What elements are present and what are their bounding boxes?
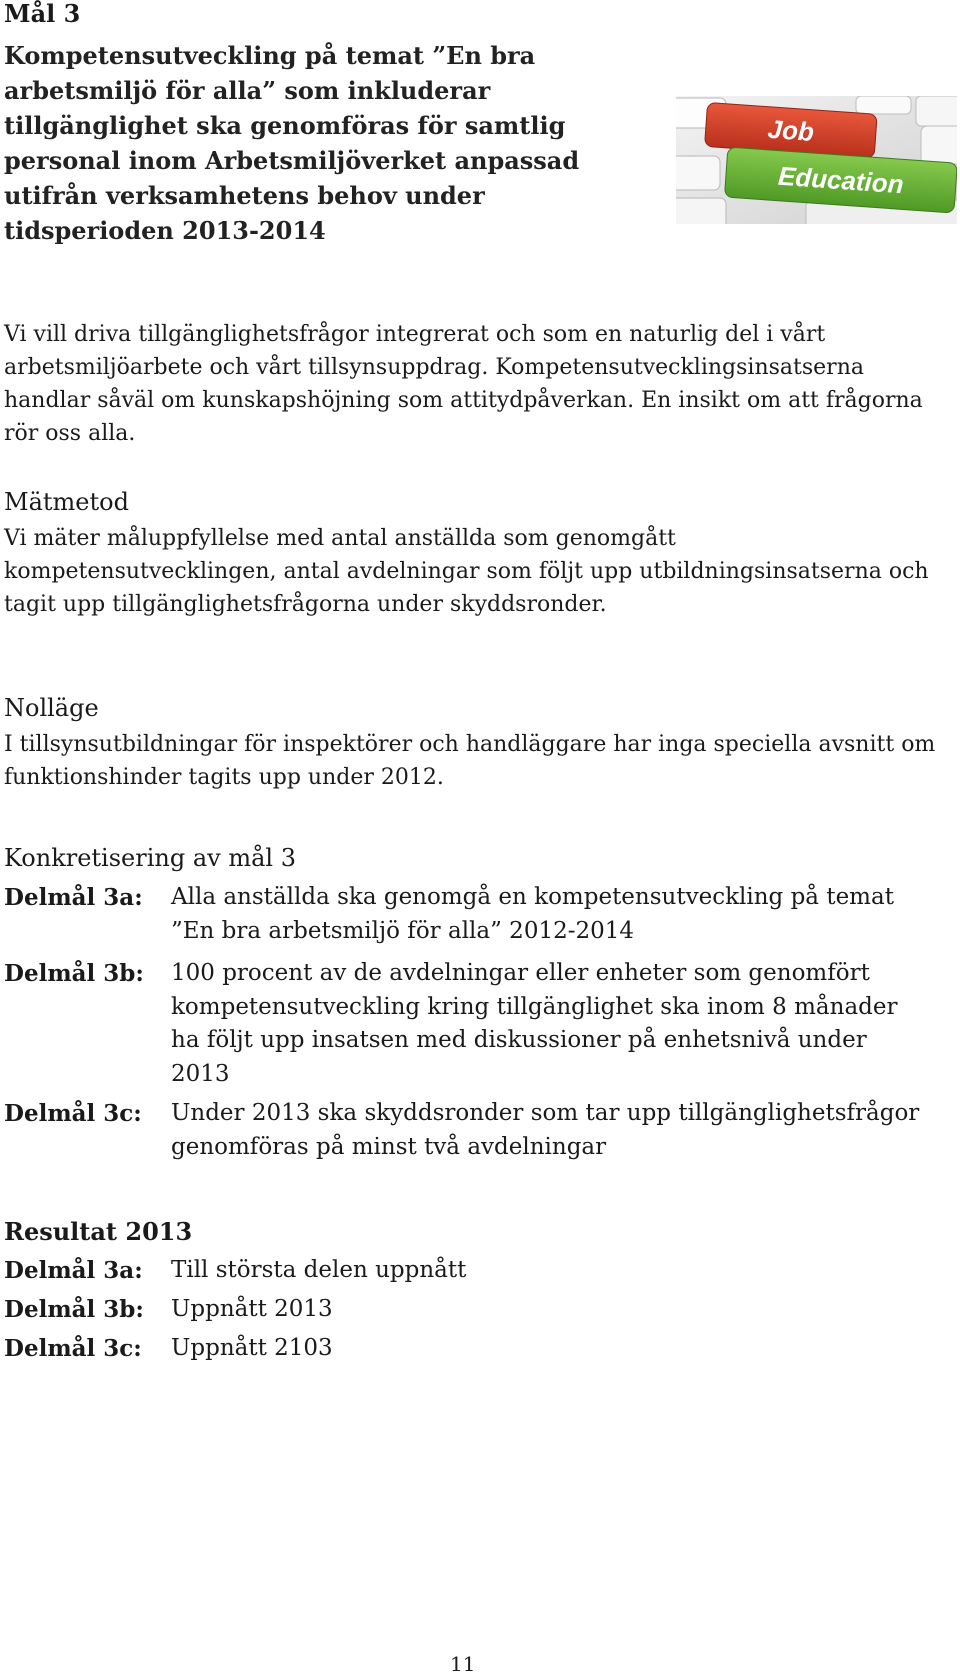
goal-number: Mål 3: [4, 0, 81, 28]
matmetod-text: Vi mäter måluppfyllelse med antal anställda som genomgått kompetensutvecklingen, antal avdelningar som följt upp utbildningsinsatserna och tagit upp tillgänglighetsfrågorna under skyddsronder.: [4, 526, 929, 617]
delmal-label: Delmål 3c:: [4, 1100, 142, 1127]
konkretisering-heading: Konkretisering av mål 3: [4, 844, 296, 872]
resultat-label: Delmål 3b:: [4, 1296, 144, 1323]
education-key-label: Education: [777, 160, 905, 200]
delmal-label: Delmål 3b:: [4, 960, 144, 987]
delmal-label: Delmål 3a:: [4, 884, 143, 911]
matmetod-heading: Mätmetod: [4, 488, 129, 516]
intro-paragraph: Vi vill driva tillgänglighetsfrågor integrerat och som en naturlig del i vårt arbetsmiljöarbete och vårt tillsynsuppdrag. Kompetensutvecklingsinsatserna handlar såväl om kunskapshöjning som attitydpåverkan. En insikt om att frågorna rör oss alla.: [4, 322, 923, 446]
resultat-heading: Resultat 2013: [4, 1217, 193, 1246]
nollage-heading: Nolläge: [4, 694, 99, 722]
delmal-text: Alla anställda ska genomgå en kompetensutveckling på temat ”En bra arbetsmiljö för alla” 2012-2014: [171, 884, 894, 944]
delmal-text: Under 2013 ska skyddsronder som tar upp tillgänglighetsfrågor genomföras på minst två avdelningar: [171, 1100, 920, 1160]
delmal-text: 100 procent av de avdelningar eller enheter som genomfört kompetensutveckling kring tillgänglighet ska inom 8 månader ha följt upp insatsen med diskussioner på enhetsnivå under 2013: [171, 960, 898, 1087]
nollage-text: I tillsynsutbildningar för inspektörer och handläggare har inga speciella avsnitt om funktionshinder tagits upp under 2012.: [4, 732, 936, 790]
goal-title: Kompetensutveckling på temat ”En bra arbetsmiljö för alla” som inkluderar tillgänglighet ska genomföras för samtlig personal inom Arbetsmiljöverket anpassad utifrån verksamhetens behov under tidsperioden 2013-2014: [4, 41, 580, 245]
resultat-text: Uppnått 2013: [171, 1296, 333, 1322]
resultat-label: Delmål 3c:: [4, 1335, 142, 1362]
page-number: 11: [450, 1652, 476, 1676]
keyboard-image: [676, 96, 957, 224]
job-key-label: Job: [766, 113, 815, 147]
resultat-text: Till största delen uppnått: [171, 1257, 467, 1283]
resultat-label: Delmål 3a:: [4, 1257, 143, 1284]
resultat-text: Uppnått 2103: [171, 1335, 333, 1361]
